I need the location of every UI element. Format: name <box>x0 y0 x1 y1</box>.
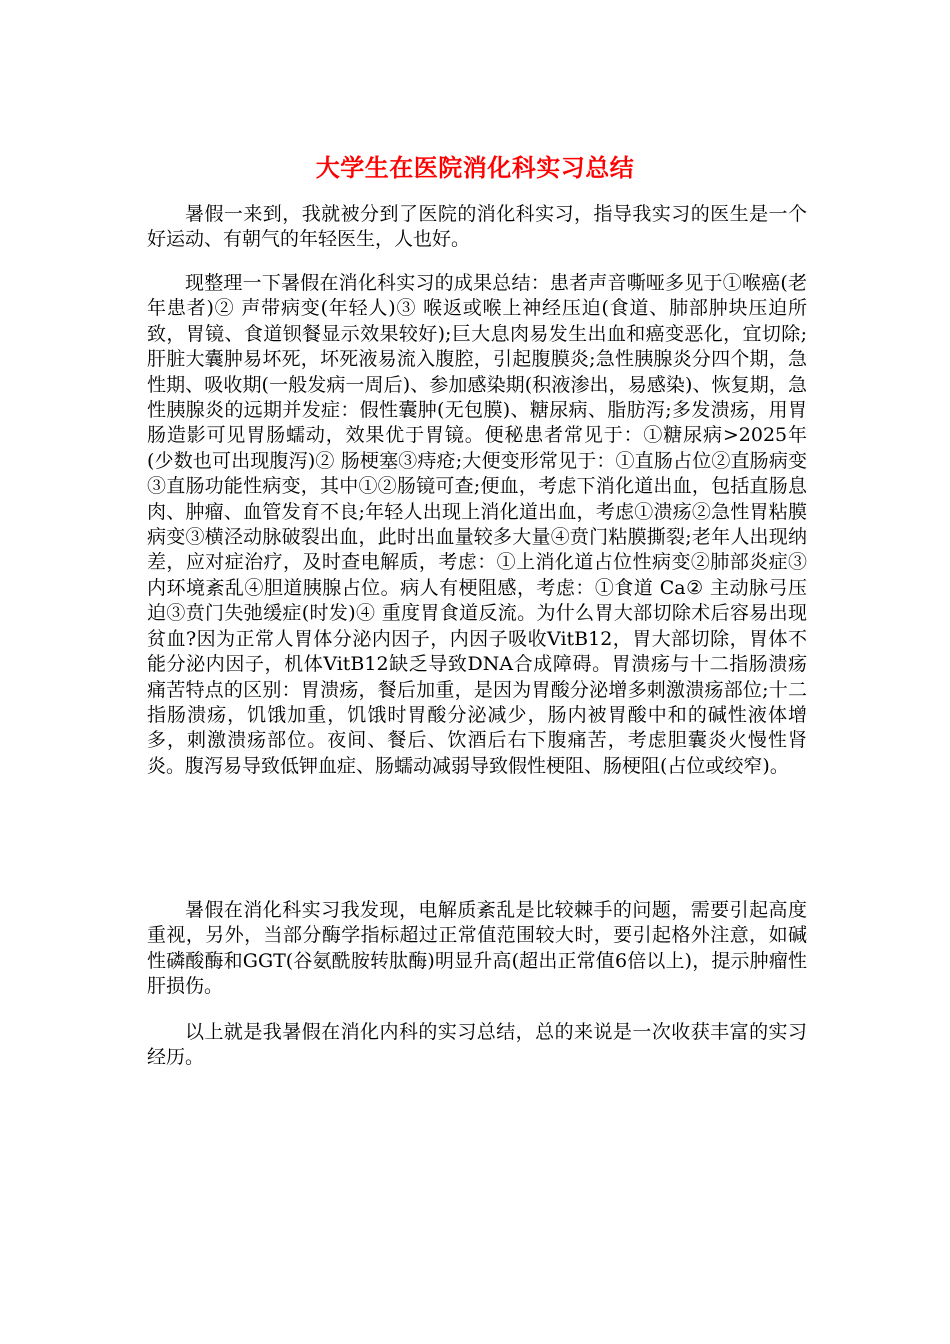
paragraph-findings: 暑假在消化科实习我发现，电解质紊乱是比较棘手的问题，需要引起高度重视，另外，当部分酶学指标超过正常值范围较大时，要引起格外注意，如碱性磷酸酶和GGT(谷氨酰胺转肽酶)明显升高(超出正常值6倍以上)，提示肿瘤性肝损伤。 <box>147 899 807 998</box>
document-title: 大学生在医院消化科实习总结 <box>315 154 635 183</box>
paragraph-conclusion: 以上就是我暑假在消化内科的实习总结，总的来说是一次收获丰富的实习经历。 <box>147 1021 807 1069</box>
paragraph-intro: 暑假一来到，我就被分到了医院的消化科实习，指导我实习的医生是一个好运动、有朝气的年轻医生，人也好。 <box>147 203 807 251</box>
paragraph-summary: 现整理一下暑假在消化科实习的成果总结：患者声音嘶哑多见于①喉癌(老年患者)② 声带病变(年轻人)③ 喉返或喉上神经压迫(食道、肺部肿块压迫所致，胃镜、食道钡餐显示效果较好);巨大息肉易发生出血和癌变恶化，宜切除;肝脏大囊肿易坏死，坏死液易流入腹腔，引起腹膜炎;急性胰腺炎分四个期，急性期、吸收期(一般发病一周后)、参加感染期(积液渗出，易感染)、恢复期，急性胰腺炎的远期并发症：假性囊肿(无包膜)、糖尿病、脂肪泻;多发溃疡，用胃肠造影可见胃肠蠕动，效果优于胃镜。便秘患者常见于：①糖尿病>2025年(少数也可出现腹泻)② 肠梗塞③痔疮;大便变形常见于：①直肠占位②直肠病变③直肠功能性病变，其中①②肠镜可查;便血，考虑下消化道出血，包括直肠息肉、肿瘤、血管发育不良;年轻人出现上消化道出血，考虑①溃疡②急性胃粘膜病变③横泾动脉破裂出血，此时出血量较多大量④贲门粘膜撕裂;老年人出现纳差，应对症治疗，及时查电解质，考虑：①上消化道占位性病变②肺部炎症③内环境紊乱④胆道胰腺占位。病人有梗阻感，考虑：①食道 Ca② 主动脉弓压迫③贲门失弛缓症(时发)④ 重度胃食道反流。为什么胃大部切除术后容易出现贫血?因为正常人胃体分泌内因子，内因子吸收VitB12，胃大部切除，胃体不能分泌内因子，机体VitB12缺乏导致DNA合成障碍。胃溃疡与十二指肠溃疡痛苦特点的区别：胃溃疡，餐后加重，是因为胃酸分泌增多刺激溃疡部位;十二指肠溃疡，饥饿加重，饥饿时胃酸分泌减少，肠内被胃酸中和的碱性液体增多，刺激溃疡部位。夜间、餐后、饮酒后右下腹痛苦，考虑胆囊炎火慢性肾炎。腹泻易导致低钾血症、肠蠕动减弱导致假性梗阻、肠梗阻(占位或绞窄)。 <box>147 272 807 777</box>
